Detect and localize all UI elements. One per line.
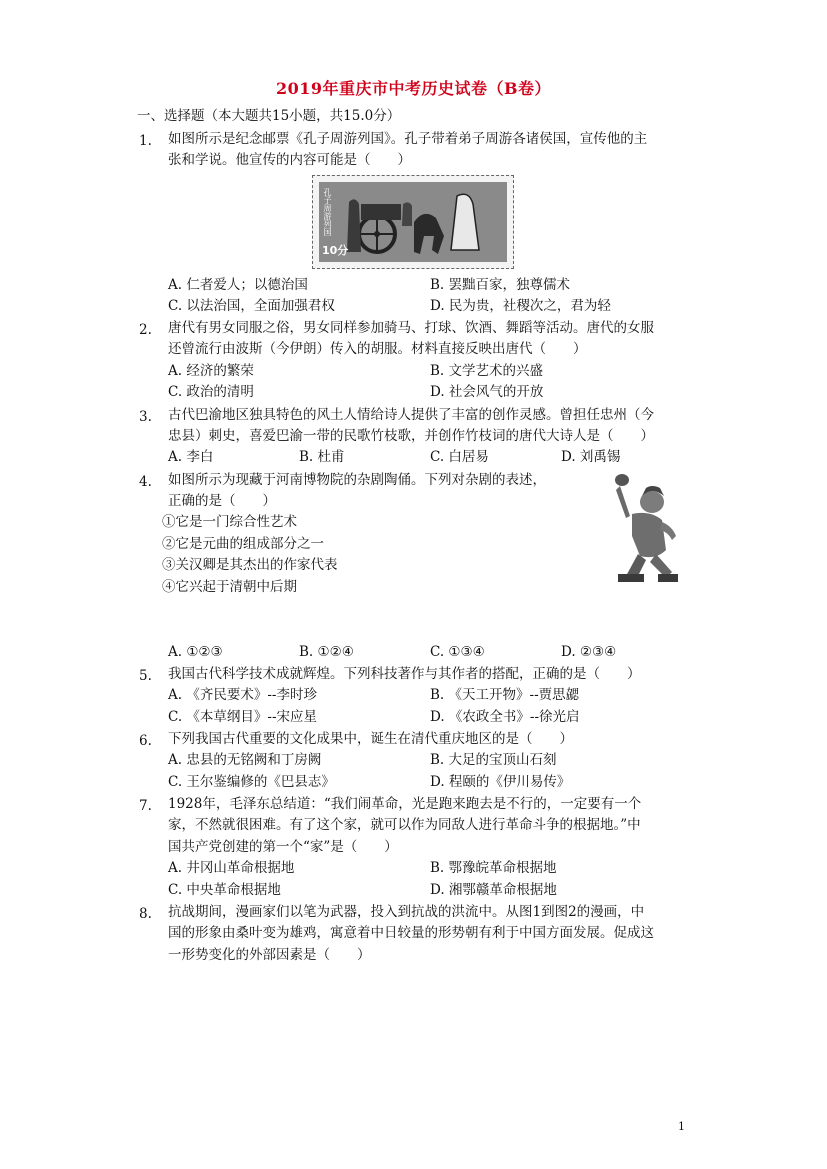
question-text-line: 1928年，毛泽东总结道：“我们闹革命，光是跑来跑去是不行的，一定要有一个 bbox=[168, 796, 642, 812]
option-d: D. 湘鄂赣革命根据地 bbox=[430, 882, 557, 898]
option-d: D. ②③④ bbox=[561, 644, 617, 660]
question-text-line: 唐代有男女同服之俗，男女同样参加骑马、打球、饮酒、舞蹈等活动。唐代的女服 bbox=[168, 320, 654, 336]
zaju-figurine-image bbox=[598, 470, 690, 585]
option-b: B. 罢黜百家，独尊儒术 bbox=[430, 277, 571, 293]
statement-line: ②它是元曲的组成部分之一 bbox=[162, 536, 324, 552]
option-c: C. 政治的清明 bbox=[168, 384, 254, 400]
section-heading: 一、选择题（本大题共15小题，共15.0分） bbox=[137, 108, 401, 124]
option-a: A. 井冈山革命根据地 bbox=[168, 860, 295, 876]
option-a: A. 《齐民要术》--李时珍 bbox=[168, 687, 317, 703]
question-text-line: 古代巴渝地区独具特色的风土人情给诗人提供了丰富的创作灵感。曾担任忠州（今 bbox=[168, 407, 654, 423]
option-b: B. ①②④ bbox=[299, 644, 354, 660]
option-c: C. 中央革命根据地 bbox=[168, 882, 281, 898]
question-text-line: 张和学说。他宣传的内容可能是（ ） bbox=[168, 152, 411, 168]
option-a: A. 李白 bbox=[168, 449, 214, 465]
question-text-line: 我国古代科学技术成就辉煌。下列科技著作与其作者的搭配，正确的是（ ） bbox=[168, 666, 641, 682]
option-a: A. 经济的繁荣 bbox=[168, 363, 254, 379]
option-b: B. 鄂豫皖革命根据地 bbox=[430, 860, 557, 876]
question-text-line: 国共产党创建的第一个“家”是（ ） bbox=[168, 839, 398, 855]
option-d: D. 《农政全书》--徐光启 bbox=[430, 709, 580, 725]
option-d: D. 社会风气的开放 bbox=[430, 384, 544, 400]
option-b: B. 大足的宝顶山石刻 bbox=[430, 752, 557, 768]
option-c: C. 白居易 bbox=[430, 449, 489, 465]
option-a: A. 忠县的无铭阙和丁房阙 bbox=[168, 752, 322, 768]
confucius-stamp-image bbox=[312, 175, 514, 269]
question-text-line: 家，不然就很困难。有了这个家，就可以作为同敌人进行革命斗争的根据地。”中 bbox=[168, 817, 641, 833]
option-b: B. 文学艺术的兴盛 bbox=[430, 363, 544, 379]
option-d: D. 程颐的《伊川易传》 bbox=[430, 774, 571, 790]
page-title: 2019年重庆市中考历史试卷（B卷） bbox=[275, 79, 552, 98]
option-c: C. 以法治国，全面加强君权 bbox=[168, 298, 335, 314]
statement-line: ③关汉卿是其杰出的作家代表 bbox=[162, 557, 338, 573]
question-text-line: 下列我国古代重要的文化成果中，诞生在清代重庆地区的是（ ） bbox=[168, 731, 573, 747]
option-a: A. ①②③ bbox=[168, 644, 223, 660]
option-d: D. 民为贵，社稷次之，君为轻 bbox=[430, 298, 611, 314]
question-number: 6. bbox=[139, 733, 152, 749]
question-text-line: 还曾流行由波斯（今伊朗）传入的胡服。材料直接反映出唐代（ ） bbox=[168, 341, 587, 357]
question-number: 2. bbox=[139, 322, 152, 338]
question-text-line: 正确的是（ ） bbox=[168, 493, 276, 509]
option-c: C. 王尔鉴编修的《巴县志》 bbox=[168, 774, 335, 790]
question-number: 3. bbox=[139, 409, 152, 425]
option-b: B. 杜甫 bbox=[299, 449, 345, 465]
stamp-value: 10分 bbox=[322, 244, 349, 257]
question-text-line: 如图所示是纪念邮票《孔子周游列国》。孔子带着弟子周游各诸侯国，宣传他的主 bbox=[168, 131, 648, 147]
statement-line: ④它兴起于清朝中后期 bbox=[162, 579, 297, 595]
question-number: 7. bbox=[139, 798, 152, 814]
option-c: C. ①③④ bbox=[430, 644, 485, 660]
question-text-line: 一形势变化的外部因素是（ ） bbox=[168, 947, 371, 963]
option-c: C. 《本草纲目》--宋应星 bbox=[168, 709, 318, 725]
page-number: 1 bbox=[678, 1120, 685, 1133]
question-text-line: 国的形象由桑叶变为雄鸡，寓意着中日较量的形势朝有利于中国方面发展。促成这 bbox=[168, 925, 654, 941]
question-number: 4. bbox=[139, 474, 152, 490]
question-text-line: 忠县）刺史，喜爱巴渝一带的民歌竹枝歌，并创作竹枝词的唐代大诗人是（ ） bbox=[168, 428, 654, 444]
question-number: 5. bbox=[139, 668, 152, 684]
option-b: B. 《天工开物》--贾思勰 bbox=[430, 687, 580, 703]
statement-line: ①它是一门综合性艺术 bbox=[162, 514, 297, 530]
option-a: A. 仁者爱人；以德治国 bbox=[168, 277, 308, 293]
stamp-label: 孔子周游列国 bbox=[323, 188, 332, 236]
question-number: 1. bbox=[139, 133, 152, 149]
question-number: 8. bbox=[139, 906, 152, 922]
option-d: D. 刘禹锡 bbox=[561, 449, 621, 465]
question-text-line: 抗战期间，漫画家们以笔为武器，投入到抗战的洪流中。从图1到图2的漫画，中 bbox=[168, 904, 645, 920]
question-text-line: 如图所示为现藏于河南博物院的杂剧陶俑。下列对杂剧的表述， bbox=[168, 472, 546, 488]
